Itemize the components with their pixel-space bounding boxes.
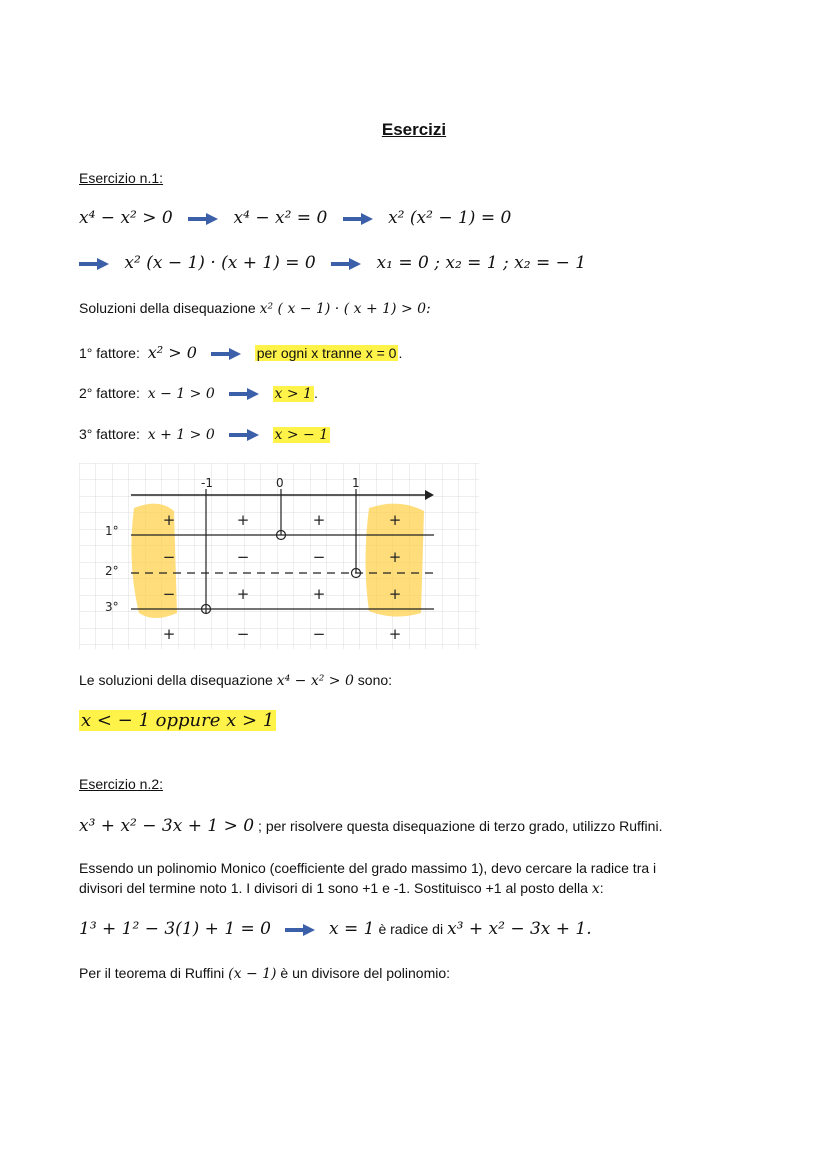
- exercise-2-heading: Esercizio n.2:: [79, 776, 164, 792]
- ex2-paragraph-line-1: Essendo un polinomio Monico (coefficiente del grado massimo 1), devo cercare la radice tra i: [79, 860, 657, 876]
- answer-intro-text: Le soluzioni della disequazione: [79, 672, 273, 688]
- ex2-last-line: [79, 965, 450, 982]
- ex2-line-1: [79, 816, 662, 836]
- sign-cell: +: [236, 585, 250, 603]
- tick-label: 1: [352, 476, 360, 490]
- exercise-1-heading: Esercizio n.1:: [79, 170, 164, 186]
- ex1-eq-factored: x² (x² − 1) = 0: [388, 208, 512, 228]
- tick-label: -1: [201, 476, 213, 490]
- sign-chart: [79, 463, 479, 649]
- ex2-root: x = 1: [329, 919, 375, 939]
- ex1-eq-inequality: x⁴ − x² > 0: [79, 208, 173, 228]
- para2-text: divisori del termine noto 1. I divisori di 1 sono +1 e -1. Sostituisco +1 al posto della: [79, 880, 588, 896]
- tick-label: 0: [276, 476, 284, 490]
- implies-arrow-icon: [79, 258, 109, 270]
- sign-cell: −: [236, 548, 250, 566]
- page-title: Esercizi: [381, 120, 447, 139]
- sign-cell: +: [162, 511, 176, 529]
- factor-label: 2° fattore:: [79, 385, 140, 401]
- last-pre: Per il teorema di Ruffini: [79, 965, 225, 981]
- solutions-intro-text: Soluzioni della disequazione: [79, 300, 256, 316]
- factor-formula: x − 1 > 0: [147, 386, 215, 402]
- factor-row-3: [79, 426, 330, 443]
- sign-cell: −: [312, 548, 326, 566]
- implies-arrow-icon: [229, 429, 259, 441]
- sign-cell: −: [162, 548, 176, 566]
- ex2-inequality: x³ + x² − 3x + 1 > 0: [79, 816, 255, 836]
- implies-arrow-icon: [285, 924, 315, 936]
- last-post: è un divisore del polinomio:: [280, 965, 451, 981]
- sign-cell: +: [388, 511, 402, 529]
- ex2-root-text: è radice di: [378, 921, 444, 937]
- ex2-paragraph-line-2: [79, 880, 604, 897]
- row-label: 2°: [105, 564, 119, 578]
- sign-cell: +: [388, 548, 402, 566]
- factor-formula: x + 1 > 0: [147, 427, 215, 443]
- answer-intro-tail: sono:: [357, 672, 393, 688]
- ex2-polynomial: x³ + x² − 3x + 1.: [447, 919, 592, 939]
- sign-cell: +: [312, 511, 326, 529]
- ex1-equation-line-1: [79, 208, 511, 228]
- factor-tail: .: [313, 385, 318, 401]
- ex1-eq-roots: x₁ = 0 ; x₂ = 1 ; x₂ = − 1: [376, 253, 587, 273]
- answer-highlight: x < − 1 oppure x > 1: [81, 710, 275, 731]
- ex1-answer: [79, 710, 276, 731]
- result-sign: +: [162, 625, 176, 643]
- para2-variable: x: [591, 881, 600, 897]
- implies-arrow-icon: [331, 258, 361, 270]
- sign-cell: +: [388, 585, 402, 603]
- row-label: 3°: [105, 600, 119, 614]
- factor-formula: x² > 0: [147, 343, 197, 362]
- sign-cell: +: [236, 511, 250, 529]
- factor-result: x > 1: [274, 386, 312, 402]
- result-sign: +: [388, 625, 402, 643]
- implies-arrow-icon: [229, 388, 259, 400]
- factor-row-1: [79, 343, 402, 362]
- result-sign: −: [236, 625, 250, 643]
- factor-tail: .: [398, 345, 403, 361]
- implies-arrow-icon: [343, 213, 373, 225]
- ex1-eq-equation: x⁴ − x² = 0: [233, 208, 328, 228]
- ex1-solutions-intro: [79, 300, 431, 317]
- result-sign: −: [312, 625, 326, 643]
- para2-tail: :: [599, 880, 604, 896]
- row-label: 1°: [105, 524, 119, 538]
- factor-result: per ogni x tranne x = 0: [256, 345, 397, 361]
- factor-label: 3° fattore:: [79, 426, 140, 442]
- factor-row-2: [79, 385, 318, 402]
- sign-cell: −: [162, 585, 176, 603]
- factor-label: 1° fattore:: [79, 345, 140, 361]
- answer-intro-formula: x⁴ − x² > 0: [276, 673, 354, 689]
- factor-result: x > − 1: [274, 427, 329, 443]
- ex2-line-3: [79, 919, 592, 939]
- last-formula: (x − 1): [228, 966, 277, 982]
- implies-arrow-icon: [188, 213, 218, 225]
- answer-intro: [79, 672, 392, 689]
- ex2-line1-text: ; per risolvere questa disequazione di terzo grado, utilizzo Ruffini.: [258, 818, 663, 834]
- solutions-intro-formula: x² ( x − 1) · ( x + 1) > 0:: [259, 301, 431, 317]
- ex1-eq-full-factored: x² (x − 1) · (x + 1) = 0: [124, 253, 316, 273]
- sign-cell: +: [312, 585, 326, 603]
- ex2-substitution: 1³ + 1² − 3(1) + 1 = 0: [79, 919, 271, 939]
- ex1-equation-line-2: [79, 253, 586, 273]
- implies-arrow-icon: [211, 348, 241, 360]
